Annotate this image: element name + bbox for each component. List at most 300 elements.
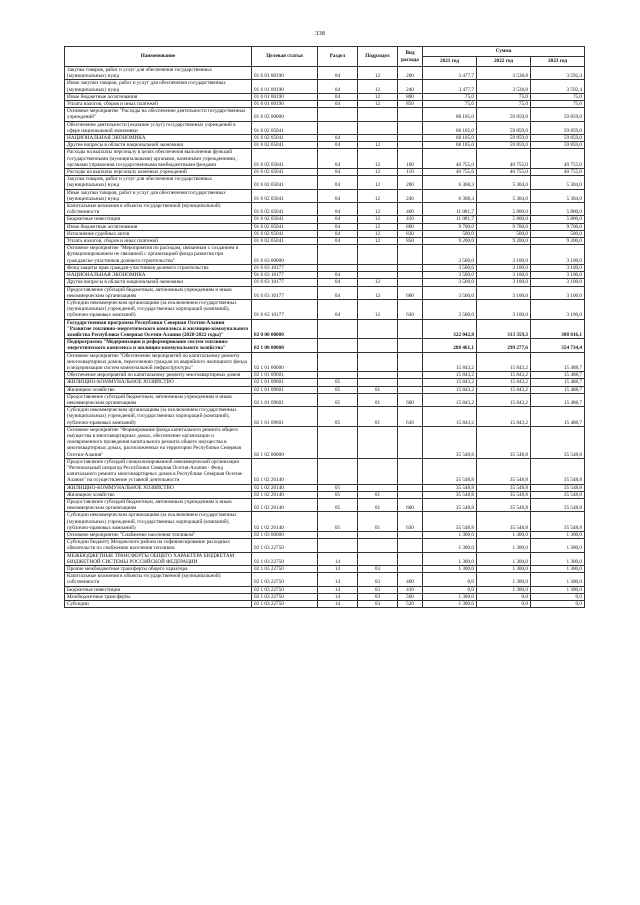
table-body <box>65 67 585 608</box>
row-subsection <box>358 264 398 271</box>
row-expense-type: 500 <box>398 593 423 600</box>
row-expense-type: 400 <box>398 573 423 586</box>
header-year-2022: 2022 год <box>477 57 531 67</box>
row-section: 14 <box>318 573 358 586</box>
row-sum-2023: 35 548,8 <box>531 491 585 498</box>
row-expense-type: 630 <box>398 407 423 427</box>
row-name: Расходы на выплаты персоналу в целях обеспечения выполнения функций государственными (муниципальными) органами, казенными учреждениями, органами управления государственными внебюджетными фондами <box>65 149 252 169</box>
row-subsection <box>358 532 398 539</box>
row-sum-2021: 3 500,0 <box>423 272 477 279</box>
row-name: Основное мероприятие "Расходы на обеспечение деятельности государственных учреждений" <box>65 108 252 121</box>
table-row <box>65 101 585 108</box>
row-subsection <box>358 272 398 279</box>
row-expense-type: 600 <box>398 286 423 299</box>
row-sum-2023: 35 548,8 <box>531 458 585 484</box>
table-row <box>65 245 585 265</box>
row-sum-2022: 3 100,0 <box>477 245 531 265</box>
row-code: 02 1 03 22750 <box>252 601 318 608</box>
row-name: Бюджетные инвестиции <box>65 216 252 223</box>
row-sum-2022: 5 800,0 <box>477 203 531 216</box>
row-sum-2021: 1 300,0 <box>423 566 477 573</box>
row-sum-2022: 40 755,0 <box>477 169 531 176</box>
row-subsection: 12 <box>358 299 398 319</box>
header-subsection: Подраздел <box>358 47 398 67</box>
row-code: 01 6 02 05041 <box>252 149 318 169</box>
row-sum-2023: 15 488,7 <box>531 372 585 379</box>
row-subsection <box>358 372 398 379</box>
row-sum-2021: 40 755,0 <box>423 169 477 176</box>
row-sum-2021: 9 700,0 <box>423 223 477 230</box>
row-code: 02 1 03 22750 <box>252 586 318 593</box>
row-name: Жилищное хозяйство <box>65 491 252 498</box>
row-section <box>318 319 358 339</box>
row-name: Капитальные вложения в объекты государственной (муниципальной) собственности <box>65 203 252 216</box>
table-row <box>65 532 585 539</box>
row-code: 01 6 63 10177 <box>252 286 318 299</box>
row-name: Закупка товаров, работ и услуг для обеспечения государственных (муниципальных) нужд <box>65 176 252 189</box>
row-code: 01 6 02 05041 <box>252 169 318 176</box>
row-expense-type <box>398 552 423 565</box>
row-code: 02 1 01 09601 <box>252 407 318 427</box>
row-sum-2023: 59 859,0 <box>531 135 585 142</box>
row-expense-type: 200 <box>398 67 423 80</box>
table-row <box>65 352 585 372</box>
row-sum-2022: 15 843,2 <box>477 372 531 379</box>
row-subsection <box>358 539 398 552</box>
row-code: 02 0 00 00000 <box>252 319 318 339</box>
row-expense-type: 520 <box>398 601 423 608</box>
row-code: 02 1 02 20140 <box>252 458 318 484</box>
row-sum-2022: 3 100,0 <box>477 279 531 286</box>
table-row <box>65 142 585 149</box>
row-expense-type: 240 <box>398 80 423 93</box>
row-subsection <box>358 484 398 491</box>
row-section: 05 <box>318 499 358 512</box>
row-name: Жилищное хозяйство <box>65 386 252 393</box>
row-sum-2023: 35 548,8 <box>531 484 585 491</box>
row-sum-2023: 40 755,0 <box>531 149 585 169</box>
row-sum-2021: 15 843,2 <box>423 352 477 372</box>
row-expense-type: 240 <box>398 189 423 202</box>
table-row <box>65 108 585 121</box>
row-expense-type <box>398 539 423 552</box>
row-expense-type <box>398 319 423 339</box>
row-subsection <box>358 245 398 265</box>
row-section: 04 <box>318 223 358 230</box>
row-expense-type <box>398 532 423 539</box>
row-sum-2023: 15 488,7 <box>531 386 585 393</box>
row-expense-type: 850 <box>398 101 423 108</box>
table-row <box>65 393 585 406</box>
row-subsection: 12 <box>358 216 398 223</box>
row-section: 05 <box>318 491 358 498</box>
row-sum-2022: 40 755,0 <box>477 149 531 169</box>
header-section: Раздел <box>318 47 358 67</box>
row-sum-2022: 35 548,8 <box>477 491 531 498</box>
row-subsection: 03 <box>358 573 398 586</box>
row-expense-type <box>398 566 423 573</box>
table-row <box>65 593 585 600</box>
row-expense-type <box>398 142 423 149</box>
row-sum-2023: 1 300,0 <box>531 552 585 565</box>
row-sum-2021: 322 042,8 <box>423 319 477 339</box>
row-name: Основное мероприятие "Мероприятия по расходам, связанным с созданием и функционированием не связанной с организацией фонда развития при гражданско-участников долевого строительства" <box>65 245 252 265</box>
row-name: Фонд защиты прав граждан-участников долевого строительства <box>65 264 252 271</box>
row-sum-2021: 15 843,2 <box>423 372 477 379</box>
row-expense-type <box>398 279 423 286</box>
row-code: 01 6 02 05041 <box>252 135 318 142</box>
row-code: 02 1 00 00000 <box>252 339 318 352</box>
row-code: 01 6 02 05041 <box>252 176 318 189</box>
row-code: 01 6 02 05041 <box>252 142 318 149</box>
row-subsection: 12 <box>358 279 398 286</box>
row-code: 02 1 01 09601 <box>252 386 318 393</box>
row-name: Основное мероприятие "Формирование фонда капитального ремонта общего имущества в многоквартирных домах, обеспечение организации и своевременного проведения капитального ремонта общего имущества в многоквартирных домах, расположенных на территории Республики Северная Осетия-Алания" <box>65 426 252 458</box>
row-expense-type: 630 <box>398 512 423 532</box>
row-subsection: 12 <box>358 230 398 237</box>
row-expense-type <box>398 135 423 142</box>
row-sum-2023: 1 300,0 <box>531 532 585 539</box>
row-section: 04 <box>318 176 358 189</box>
row-code: 02 1 02 20140 <box>252 484 318 491</box>
row-subsection: 03 <box>358 566 398 573</box>
table-row <box>65 512 585 532</box>
row-sum-2021: 3 500,0 <box>423 299 477 319</box>
row-sum-2022: 5 800,0 <box>477 216 531 223</box>
row-sum-2023: 500,0 <box>531 230 585 237</box>
row-subsection: 12 <box>358 189 398 202</box>
row-sum-2023: 1 300,0 <box>531 539 585 552</box>
row-section: 14 <box>318 552 358 565</box>
row-sum-2021: 35 548,8 <box>423 499 477 512</box>
row-name: Субсидии некоммерческим организациям (за исключением государственных (муниципальных) учреждений, государственных корпораций (компаний), публично-правовых компаний) <box>65 407 252 427</box>
table-row <box>65 80 585 93</box>
row-expense-type <box>398 108 423 121</box>
row-subsection <box>358 552 398 565</box>
row-expense-type <box>398 264 423 271</box>
header-sum: Сумма <box>423 47 585 57</box>
row-expense-type: 110 <box>398 169 423 176</box>
row-section: 04 <box>318 286 358 299</box>
row-subsection <box>358 458 398 484</box>
row-code: 02 1 03 22750 <box>252 593 318 600</box>
row-sum-2022: 1 300,0 <box>477 566 531 573</box>
row-name: Предоставление субсидий бюджетным, автономным учреждениям и иным некоммерческим организациям <box>65 286 252 299</box>
row-sum-2022: 3 100,0 <box>477 264 531 271</box>
row-code: 01 6 02 05041 <box>252 216 318 223</box>
row-sum-2023: 15 488,7 <box>531 352 585 372</box>
row-sum-2021: 35 548,8 <box>423 491 477 498</box>
row-name: Уплата налогов, сборов и иных платежей <box>65 238 252 245</box>
row-sum-2022: 0,0 <box>477 593 531 600</box>
row-sum-2021: 1 300,0 <box>423 552 477 565</box>
row-sum-2023: 3 592,4 <box>531 67 585 80</box>
row-sum-2023: 5 304,0 <box>531 176 585 189</box>
header-year-2023: 2023 год <box>531 57 585 67</box>
row-subsection <box>358 108 398 121</box>
table-row <box>65 299 585 319</box>
row-code: 01 6 01 00190 <box>252 67 318 80</box>
row-expense-type <box>398 352 423 372</box>
row-sum-2023: 35 548,8 <box>531 512 585 532</box>
row-code: 02 1 03 22750 <box>252 566 318 573</box>
row-expense-type <box>398 491 423 498</box>
row-subsection <box>358 352 398 372</box>
row-code: 01 6 02 05041 <box>252 189 318 202</box>
row-section: 04 <box>318 279 358 286</box>
row-name: Государственная программа Республики Северная Осетия-Алания "Развитие топливно-энергетического комплекса и жилищно-коммунального хозяйства Республики Северная Осетия-Алания (2020-2022 годы)" <box>65 319 252 339</box>
row-name: Закупка товаров, работ и услуг для обеспечения государственных (муниципальных) нужд <box>65 67 252 80</box>
table-row <box>65 586 585 593</box>
row-sum-2022: 35 548,8 <box>477 426 531 458</box>
row-expense-type: 830 <box>398 230 423 237</box>
row-subsection: 03 <box>358 593 398 600</box>
table-row <box>65 189 585 202</box>
row-code: 02 1 02 20140 <box>252 499 318 512</box>
row-code: 02 1 02 20140 <box>252 491 318 498</box>
row-sum-2022: 15 843,2 <box>477 386 531 393</box>
row-code: 01 6 63 10177 <box>252 264 318 271</box>
row-subsection: 12 <box>358 286 398 299</box>
row-sum-2023: 40 755,0 <box>531 169 585 176</box>
row-sum-2023: 15 488,7 <box>531 393 585 406</box>
row-code: 02 1 03 22750 <box>252 573 318 586</box>
row-code: 01 6 01 00190 <box>252 80 318 93</box>
table-row <box>65 176 585 189</box>
row-sum-2021: 3 500,0 <box>423 245 477 265</box>
row-name: ЖИЛИЩНО-КОММУНАЛЬНОЕ ХОЗЯЙСТВО <box>65 484 252 491</box>
row-subsection <box>358 339 398 352</box>
row-section: 05 <box>318 407 358 427</box>
row-section <box>318 121 358 134</box>
row-section <box>318 264 358 271</box>
row-name: Другие вопросы в области национальной экономики <box>65 142 252 149</box>
row-name: Субсидии <box>65 601 252 608</box>
row-sum-2023: 3 100,0 <box>531 272 585 279</box>
row-sum-2021: 1 300,0 <box>423 593 477 600</box>
table-row <box>65 339 585 352</box>
table-row <box>65 426 585 458</box>
row-sum-2021: 288 461,1 <box>423 339 477 352</box>
row-section: 14 <box>318 593 358 600</box>
row-sum-2023: 75,0 <box>531 93 585 100</box>
row-section: 05 <box>318 393 358 406</box>
row-section: 04 <box>318 67 358 80</box>
row-sum-2022: 0,0 <box>477 601 531 608</box>
row-sum-2022: 3 100,0 <box>477 299 531 319</box>
row-section <box>318 245 358 265</box>
row-code: 02 1 02 00000 <box>252 426 318 458</box>
row-expense-type: 850 <box>398 238 423 245</box>
row-name: Подпрограмма "Модернизация и реформирование систем топливно-энергетического комплекса и жилищно-коммунального хозяйства" <box>65 339 252 352</box>
row-name: Субсидии некоммерческим организациям (за исключением государственных (муниципальных) учреждений, государственных корпораций (компаний), публично-правовых компаний) <box>65 299 252 319</box>
row-sum-2023: 388 816,1 <box>531 319 585 339</box>
row-name: ЖИЛИЩНО-КОММУНАЛЬНОЕ ХОЗЯЙСТВО <box>65 379 252 386</box>
row-section <box>318 426 358 458</box>
row-code: 01 6 01 00190 <box>252 101 318 108</box>
row-name: Капитальные вложения в объекты государственной (муниципальной) собственности <box>65 573 252 586</box>
row-sum-2021: 3 500,0 <box>423 264 477 271</box>
row-sum-2021: 3 500,0 <box>423 286 477 299</box>
budget-table <box>64 46 585 608</box>
row-expense-type: 630 <box>398 299 423 319</box>
row-expense-type <box>398 245 423 265</box>
row-section: 04 <box>318 142 358 149</box>
row-code: 01 6 02 05041 <box>252 230 318 237</box>
row-sum-2021: 0,0 <box>423 573 477 586</box>
row-sum-2022: 15 843,2 <box>477 352 531 372</box>
row-code: 01 6 02 05041 <box>252 203 318 216</box>
row-sum-2023: 3 100,0 <box>531 286 585 299</box>
row-sum-2022: 3 100,0 <box>477 286 531 299</box>
row-sum-2023: 9 700,0 <box>531 223 585 230</box>
row-sum-2022: 15 843,2 <box>477 407 531 427</box>
row-section <box>318 108 358 121</box>
row-name: НАЦИОНАЛЬНАЯ ЭКОНОМИКА <box>65 272 252 279</box>
row-sum-2023: 75,0 <box>531 101 585 108</box>
row-sum-2023: 0,0 <box>531 593 585 600</box>
row-expense-type <box>398 426 423 458</box>
row-sum-2021: 3 477,7 <box>423 80 477 93</box>
row-sum-2022: 3 538,8 <box>477 67 531 80</box>
row-sum-2023: 35 548,8 <box>531 499 585 512</box>
row-sum-2022: 3 100,0 <box>477 272 531 279</box>
row-section: 04 <box>318 93 358 100</box>
row-name: Иные бюджетные ассигнования <box>65 93 252 100</box>
row-sum-2022: 75,0 <box>477 101 531 108</box>
row-name: Обеспечение деятельности (оказание услуг) государственных учреждений в сфере национальной экономики <box>65 121 252 134</box>
row-sum-2022: 5 304,0 <box>477 189 531 202</box>
row-expense-type <box>398 484 423 491</box>
row-sum-2022: 59 859,0 <box>477 135 531 142</box>
row-sum-2021: 68 105,0 <box>423 121 477 134</box>
row-subsection <box>358 379 398 386</box>
row-code: 02 1 03 00000 <box>252 532 318 539</box>
row-section <box>318 352 358 372</box>
row-sum-2022: 5 304,0 <box>477 176 531 189</box>
row-code: 01 6 02 05041 <box>252 121 318 134</box>
table-row <box>65 566 585 573</box>
row-section <box>318 458 358 484</box>
row-section: 14 <box>318 566 358 573</box>
table-row <box>65 372 585 379</box>
row-sum-2021: 15 843,2 <box>423 386 477 393</box>
table-row <box>65 286 585 299</box>
row-sum-2022: 1 300,0 <box>477 539 531 552</box>
row-code: 02 1 03 22750 <box>252 539 318 552</box>
row-subsection: 12 <box>358 93 398 100</box>
table-row <box>65 216 585 223</box>
row-sum-2021: 6 368,3 <box>423 176 477 189</box>
row-section: 04 <box>318 189 358 202</box>
row-sum-2021: 6 368,3 <box>423 189 477 202</box>
row-sum-2022: 15 843,2 <box>477 393 531 406</box>
row-code: 01 6 02 00000 <box>252 108 318 121</box>
row-section: 04 <box>318 272 358 279</box>
row-section: 04 <box>318 299 358 319</box>
row-sum-2021: 15 843,2 <box>423 407 477 427</box>
row-sum-2022: 9 700,0 <box>477 223 531 230</box>
row-name: Другие вопросы в области национальной экономики <box>65 279 252 286</box>
table-row <box>65 499 585 512</box>
table-row <box>65 491 585 498</box>
row-subsection: 12 <box>358 223 398 230</box>
row-sum-2021: 1 300,0 <box>423 539 477 552</box>
row-name: Субсидии бюджету Моздокского района на софинансирование расходных обязательств по снабжению населения топливом <box>65 539 252 552</box>
row-sum-2021: 35 548,8 <box>423 512 477 532</box>
row-code: 02 1 01 09601 <box>252 393 318 406</box>
row-subsection: 01 <box>358 386 398 393</box>
row-sum-2021: 500,0 <box>423 230 477 237</box>
row-subsection: 01 <box>358 407 398 427</box>
row-expense-type: 800 <box>398 223 423 230</box>
row-code: 01 6 01 00190 <box>252 93 318 100</box>
row-name: Основное мероприятие "Обеспечение мероприятий по капитальному ремонту многоквартирных домов, переселению граждан из аварийного жилищного фонда и модернизации систем коммунальной инфраструктуры" <box>65 352 252 372</box>
row-section: 04 <box>318 135 358 142</box>
table-row <box>65 552 585 565</box>
row-sum-2021: 75,0 <box>423 101 477 108</box>
row-sum-2023: 59 859,0 <box>531 121 585 134</box>
row-section: 05 <box>318 379 358 386</box>
row-name: Обеспечение мероприятий по капитальному ремонту многоквартирных домов <box>65 372 252 379</box>
row-subsection: 12 <box>358 238 398 245</box>
row-sum-2023: 59 859,0 <box>531 108 585 121</box>
row-sum-2023: 3 100,0 <box>531 245 585 265</box>
row-sum-2022: 35 548,8 <box>477 484 531 491</box>
table-row <box>65 238 585 245</box>
row-name: Исполнение судебных актов <box>65 230 252 237</box>
row-sum-2021: 35 548,8 <box>423 426 477 458</box>
row-sum-2023: 3 100,0 <box>531 264 585 271</box>
table-row <box>65 149 585 169</box>
row-sum-2021: 15 843,2 <box>423 393 477 406</box>
row-expense-type <box>398 458 423 484</box>
row-expense-type <box>398 121 423 134</box>
row-section: 04 <box>318 216 358 223</box>
row-subsection: 01 <box>358 491 398 498</box>
row-code: 01 6 63 00000 <box>252 245 318 265</box>
row-sum-2023: 3 100,0 <box>531 299 585 319</box>
header-name: Наименование <box>65 47 252 67</box>
row-subsection <box>358 121 398 134</box>
row-section: 04 <box>318 149 358 169</box>
table-row <box>65 407 585 427</box>
row-sum-2022: 299 277,6 <box>477 339 531 352</box>
row-subsection: 01 <box>358 512 398 532</box>
row-expense-type <box>398 339 423 352</box>
row-sum-2023: 354 734,4 <box>531 339 585 352</box>
row-sum-2023: 3 100,0 <box>531 279 585 286</box>
row-expense-type: 100 <box>398 149 423 169</box>
row-section: 04 <box>318 238 358 245</box>
row-subsection: 12 <box>358 101 398 108</box>
header-code: Целевая статья <box>252 47 318 67</box>
row-expense-type <box>398 386 423 393</box>
row-subsection <box>358 135 398 142</box>
row-code: 01 6 02 05041 <box>252 238 318 245</box>
row-section: 14 <box>318 601 358 608</box>
row-section: 04 <box>318 101 358 108</box>
table-row <box>65 121 585 134</box>
table-row <box>65 386 585 393</box>
row-name: Иные бюджетные ассигнования <box>65 223 252 230</box>
row-expense-type <box>398 379 423 386</box>
row-section: 05 <box>318 484 358 491</box>
row-subsection: 12 <box>358 176 398 189</box>
table-row <box>65 319 585 339</box>
row-subsection: 12 <box>358 142 398 149</box>
row-sum-2021: 68 105,0 <box>423 108 477 121</box>
